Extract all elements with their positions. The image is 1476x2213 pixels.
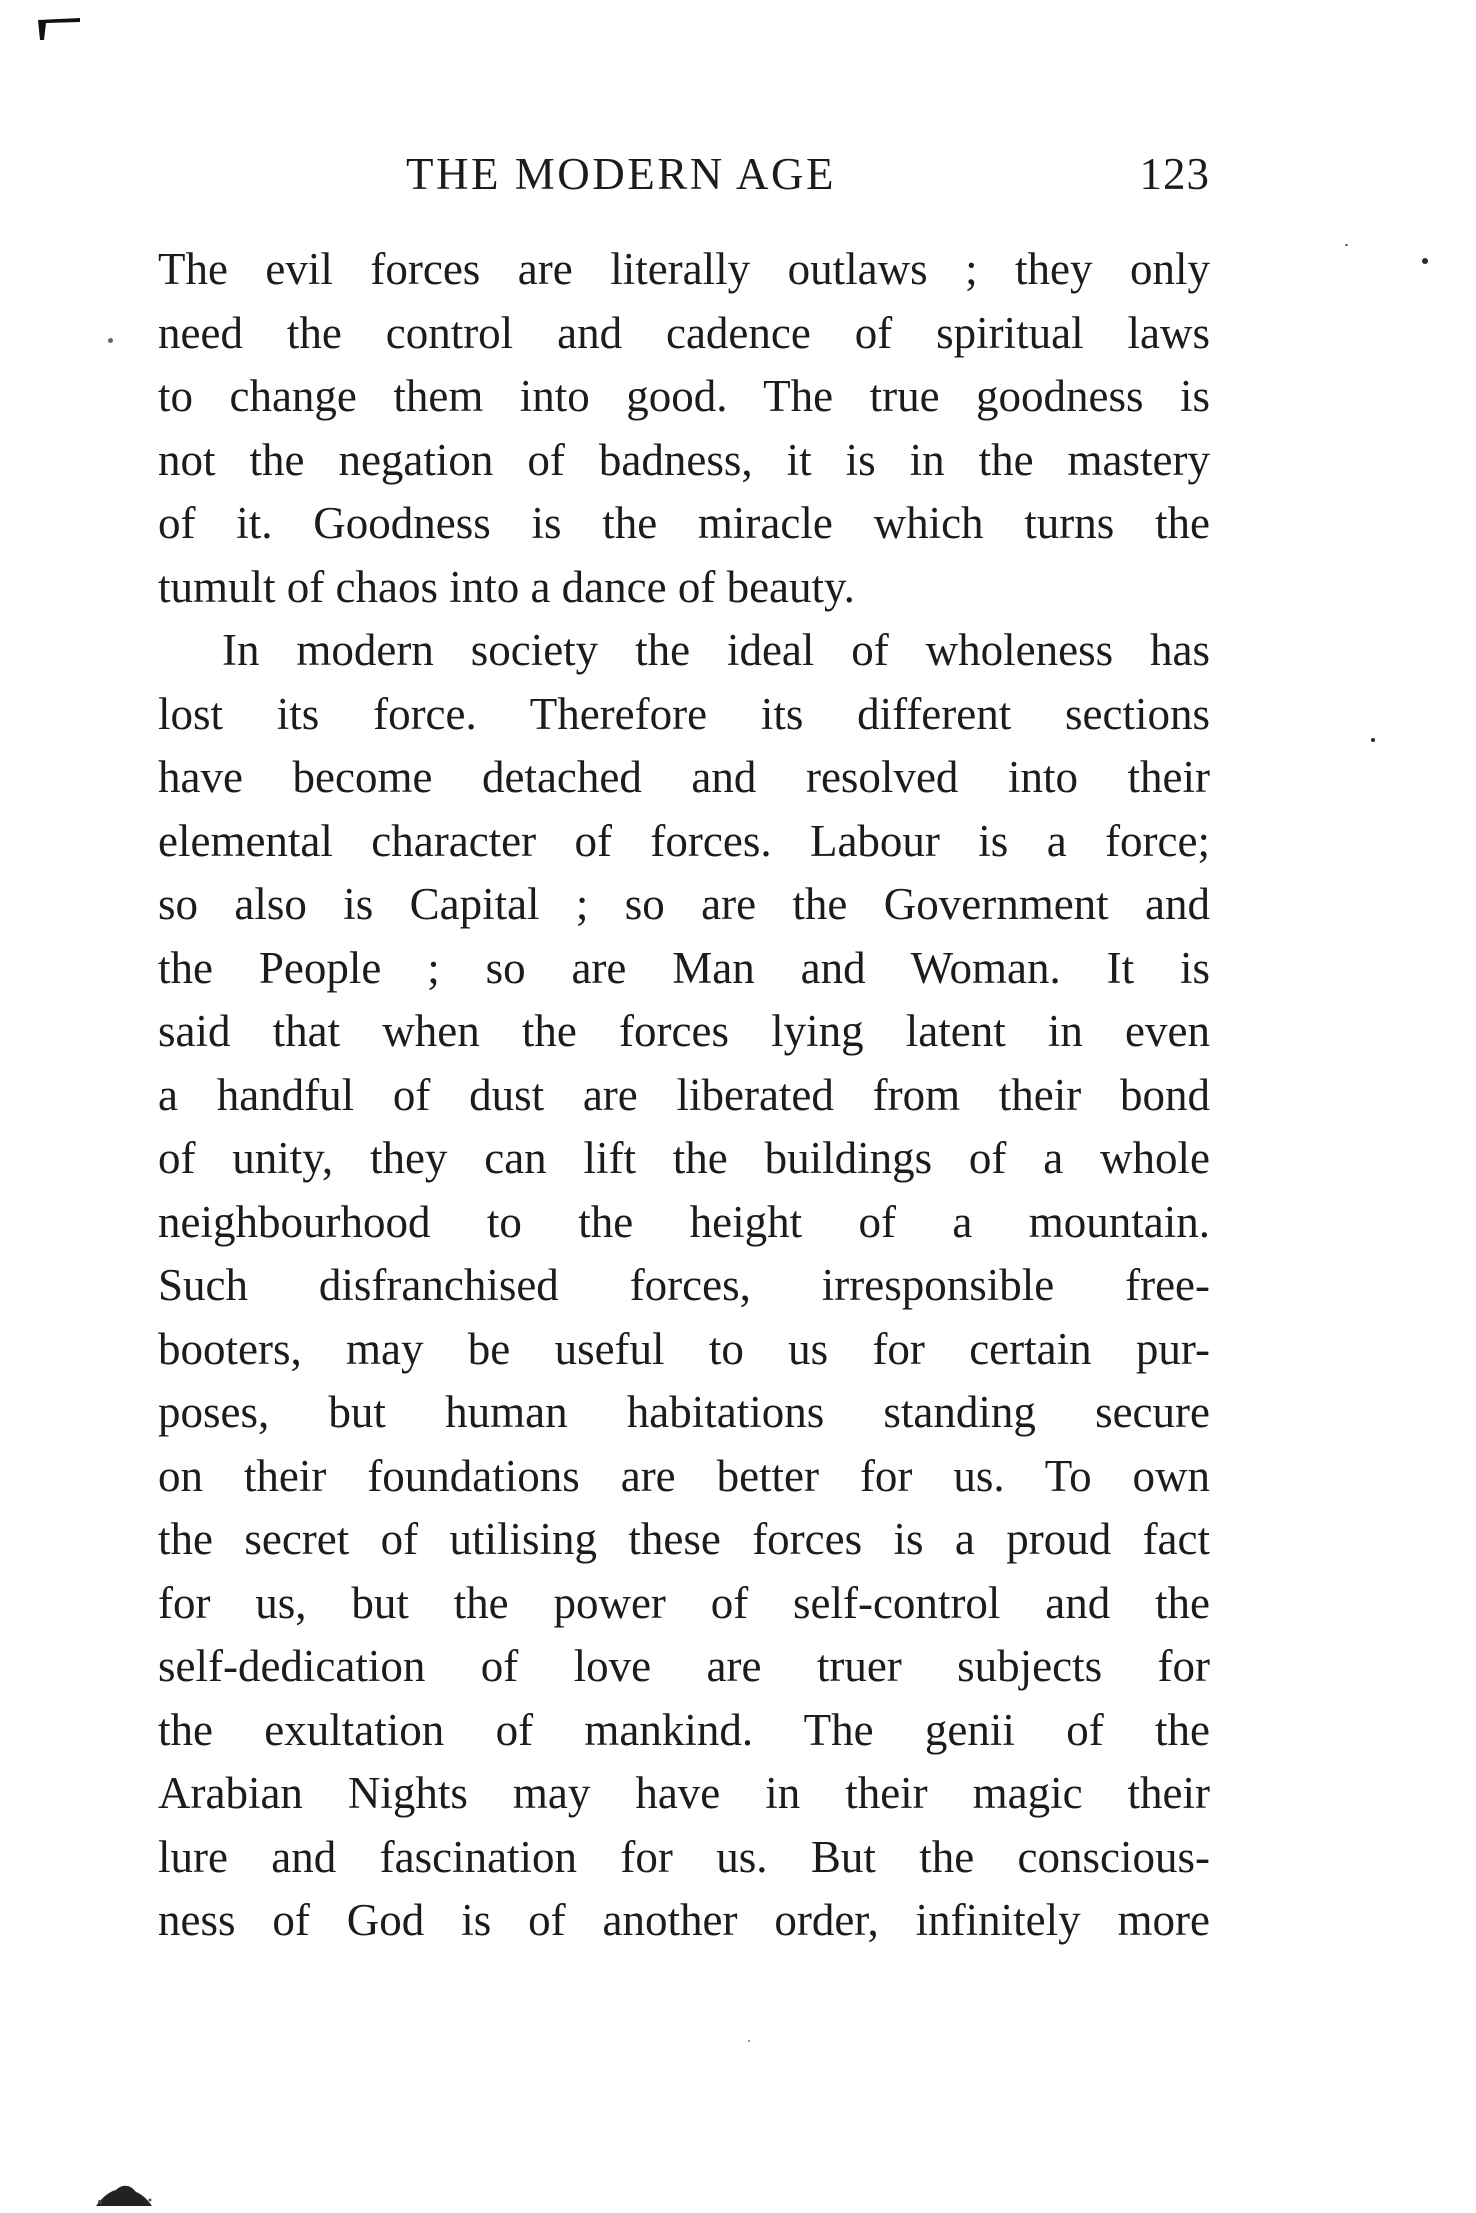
text-line: the exultation of mankind. The genii of the	[158, 1704, 1210, 1755]
text-line: for us, but the power of self-control and the	[158, 1577, 1210, 1628]
text-line: In modern society the ideal of wholeness has	[222, 625, 1210, 675]
body-text	[158, 238, 1210, 1953]
text-line: neighbourhood to the height of a mountain.	[158, 1196, 1210, 1247]
text-line: The evil forces are literally outlaws ; they only	[158, 244, 1210, 294]
text-line: Such disfranchised forces, irresponsible free-	[158, 1260, 1210, 1310]
scan-smudge	[92, 2180, 156, 2210]
text-line: lost its force. Therefore its different sections	[158, 688, 1210, 739]
text-line: have become detached and resolved into their	[158, 752, 1210, 802]
text-line: tumult of chaos into a dance of beauty.	[158, 561, 855, 612]
text-line: self-dedication of love are truer subjects for	[158, 1641, 1210, 1691]
scan-speck	[1345, 244, 1348, 246]
text-line: so also is Capital ; so are the Government and	[158, 879, 1210, 929]
scan-corner-mark	[36, 16, 82, 42]
scan-speck	[1422, 258, 1428, 264]
text-line: of it. Goodness is the miracle which turns the	[158, 498, 1210, 548]
running-title: THE MODERN AGE	[406, 149, 836, 199]
text-line: on their foundations are better for us. To own	[158, 1450, 1210, 1501]
page-header	[158, 148, 1210, 208]
paragraph	[158, 619, 1210, 1953]
text-line: the secret of utilising these forces is a proud fact	[158, 1514, 1210, 1564]
text-line: need the control and cadence of spiritual laws	[158, 307, 1210, 358]
page-number: 123	[1139, 149, 1210, 199]
text-line: not the negation of badness, it is in the mastery	[158, 434, 1210, 485]
text-line: to change them into good. The true goodness is	[158, 371, 1210, 421]
text-line: elemental character of forces. Labour is a force;	[158, 815, 1210, 866]
scan-speck	[108, 338, 113, 343]
text-line: poses, but human habitations standing secure	[158, 1387, 1210, 1437]
text-line: lure and fascination for us. But the conscious-	[158, 1831, 1210, 1882]
text-line: of unity, they can lift the buildings of a whole	[158, 1133, 1210, 1183]
paragraph	[158, 238, 1210, 619]
text-line: a handful of dust are liberated from their bond	[158, 1069, 1210, 1120]
scan-speck	[748, 2040, 750, 2042]
text-line: Arabian Nights may have in their magic their	[158, 1768, 1210, 1818]
text-line: booters, may be useful to us for certain pur-	[158, 1323, 1210, 1374]
text-line: ness of God is of another order, infinitely more	[158, 1895, 1210, 1945]
text-line: the People ; so are Man and Woman. It is	[158, 942, 1210, 993]
scan-speck	[1371, 738, 1375, 742]
text-line: said that when the forces lying latent in even	[158, 1006, 1210, 1056]
